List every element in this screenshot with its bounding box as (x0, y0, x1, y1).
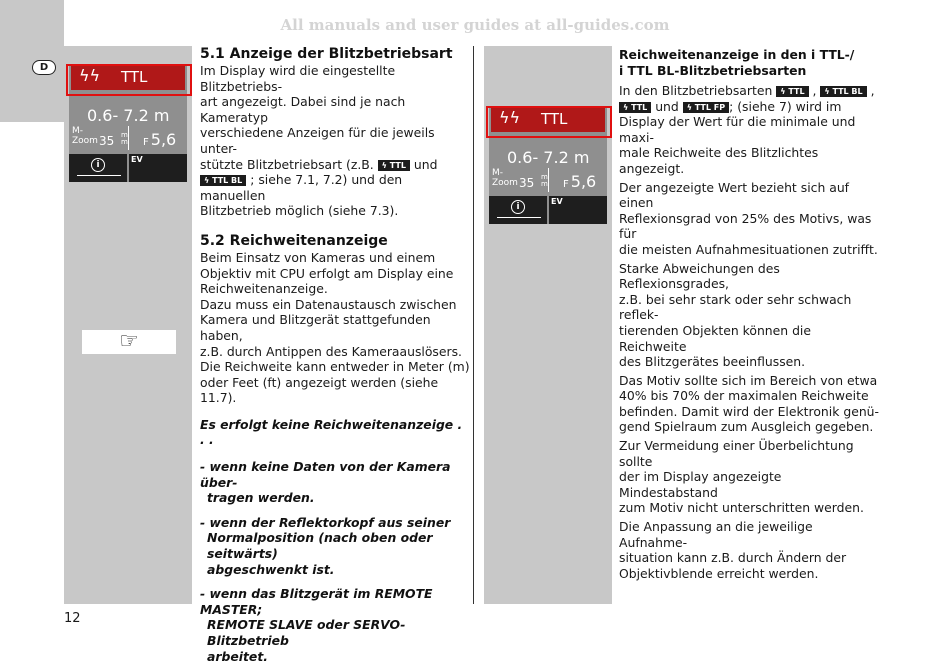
section-5-2-body: Beim Einsatz von Kameras und einem Objektiv mit CPU erfolgt am Display eine Reichweitenanzeige. Dazu muss ein Datenaustausch zwischen Kamera und Blitzgerät stattgefunden haben, z.B. durch Antippen des Kameraauslösers. Die Reichweite kann entweder in Meter (m) oder Feet (ft) angezeigt werden (siehe 11.7). (200, 249, 470, 406)
left-text-column (200, 46, 470, 664)
column-divider (473, 46, 474, 604)
note-title: Es erfolgt keine Reichweitenanzeige . . . (200, 416, 463, 448)
language-tag: D (32, 60, 56, 75)
aperture-value: F 5,6 (143, 130, 177, 149)
ev-label: EV (551, 197, 563, 206)
highlight-frame-left (66, 64, 192, 96)
aperture-value: F 5,6 (563, 172, 597, 191)
ittl-bl-mode-badge: ϟ TTL BL (820, 86, 866, 97)
note-bullet-1: - wenn keine Daten von der Kamera über- tragen werden. (200, 459, 451, 506)
ittl-mode-badge: ϟ TTL (776, 86, 808, 97)
flash-bolt-icon: ϟϟ (79, 66, 101, 85)
info-underline (77, 175, 121, 176)
lcd-lower-bar (69, 154, 187, 182)
ittl-bl-variant-badge: ϟ TTL (619, 102, 651, 113)
section-5-1-body: Im Display wird die eingestellte Blitzbetriebs- art angezeigt. Dabei sind je nach Kameratyp verschiedene Anzeigen für die jeweils unter- stützte Blitzbetriebsart (z.B. ϟ TTL und ϟ TTL BL ; siehe 7.1, 7.2) und den manuellen Blitzbetrieb möglich (siehe 7.3). (200, 63, 438, 219)
chapter-tab (0, 0, 64, 122)
range-readout: 0.6- 7.2 m (507, 148, 590, 167)
lcd-divider (128, 126, 129, 150)
ttl-mode-badge: ϟ TTL (378, 160, 410, 171)
mode-label: TTL (541, 110, 568, 128)
range-display-para-2: Der angezeigte Wert bezieht sich auf einen Reflexionsgrad von 25% des Motivs, was für die meisten Aufnahmesituationen zutrifft. (619, 179, 878, 257)
info-underline (497, 217, 541, 218)
page-number: 12 (64, 611, 81, 626)
range-display-para-4: Das Motiv sollte sich im Bereich von etwa 40% bis 70% der maximalen Reichweite befinden. Damit wird der Elektronik genü- gend Spielraum zum Ausgleich gegeben. (619, 372, 879, 435)
mode-label: TTL (121, 68, 148, 86)
range-display-heading: Reichweitenanzeige in den i TTL-/ i TTL BL-Blitzbetriebsarten (619, 47, 855, 78)
ttl-fp-mode-badge: ϟ TTL FP (683, 102, 729, 113)
info-icon: i (511, 200, 525, 214)
range-display-para-5: Zur Vermeidung einer Überbelichtung sollte der im Display angezeigte Mindestabstand zum Motiv nicht unterschritten werden. (619, 438, 864, 516)
info-icon: i (91, 158, 105, 172)
note-bullet-2: - wenn der Reflektorkopf aus seiner Normalposition (nach oben oder seitwärts) abgeschwenkt ist. (200, 514, 451, 577)
lcd-lower-bar (489, 196, 607, 224)
lcd-divider (548, 168, 549, 192)
zoom-value: 35 (99, 134, 115, 148)
section-5-2-title: 5.2 Reichweitenanzeige (200, 232, 388, 249)
unit-indicator: m m (121, 131, 128, 146)
right-text-column (619, 47, 881, 581)
note-bullet-3: - wenn das Blitzgerät im REMOTE MASTER; REMOTE SLAVE oder SERVO-Blitzbetrieb arbeitet. (200, 586, 433, 664)
ev-label: EV (131, 155, 143, 164)
highlight-frame-right (486, 106, 612, 138)
section-5-1-title: 5.1 Anzeige der Blitzbetriebsart (200, 46, 453, 62)
zoom-label: M- Zoom (72, 126, 98, 146)
unit-indicator: m m (541, 173, 548, 188)
zoom-label: M- Zoom (492, 168, 518, 188)
range-display-para-6: Die Anpassung an die jeweilige Aufnahme- situation kann z.B. durch Ändern der Objektivblende erreicht werden. (619, 519, 847, 581)
watermark: All manuals and user guides at all-guides.com (280, 16, 670, 34)
range-display-para-1: In den Blitzbetriebsarten ϟ TTL , ϟ TTL BL , ϟ TTL und ϟ TTL FP ; (siehe 7) wird im Display der Wert für die minimale und maxi- male Reichweite des Blitzlichtes angezeigt. (619, 83, 875, 176)
range-display-para-3: Starke Abweichungen des Reflexionsgrades, z.B. bei sehr stark oder sehr schwach reflek- tierenden Objekten können die Reichweite des Blitzgerätes beeinflussen. (619, 260, 852, 370)
range-readout: 0.6- 7.2 m (87, 106, 170, 125)
ttl-bl-mode-badge: ϟ TTL BL (200, 175, 246, 186)
lower-bar-separator (127, 154, 129, 182)
lower-bar-separator (547, 196, 549, 224)
zoom-value: 35 (519, 176, 535, 190)
flash-bolt-icon: ϟϟ (499, 108, 521, 127)
pointing-hand-icon: ☞ (82, 330, 176, 354)
